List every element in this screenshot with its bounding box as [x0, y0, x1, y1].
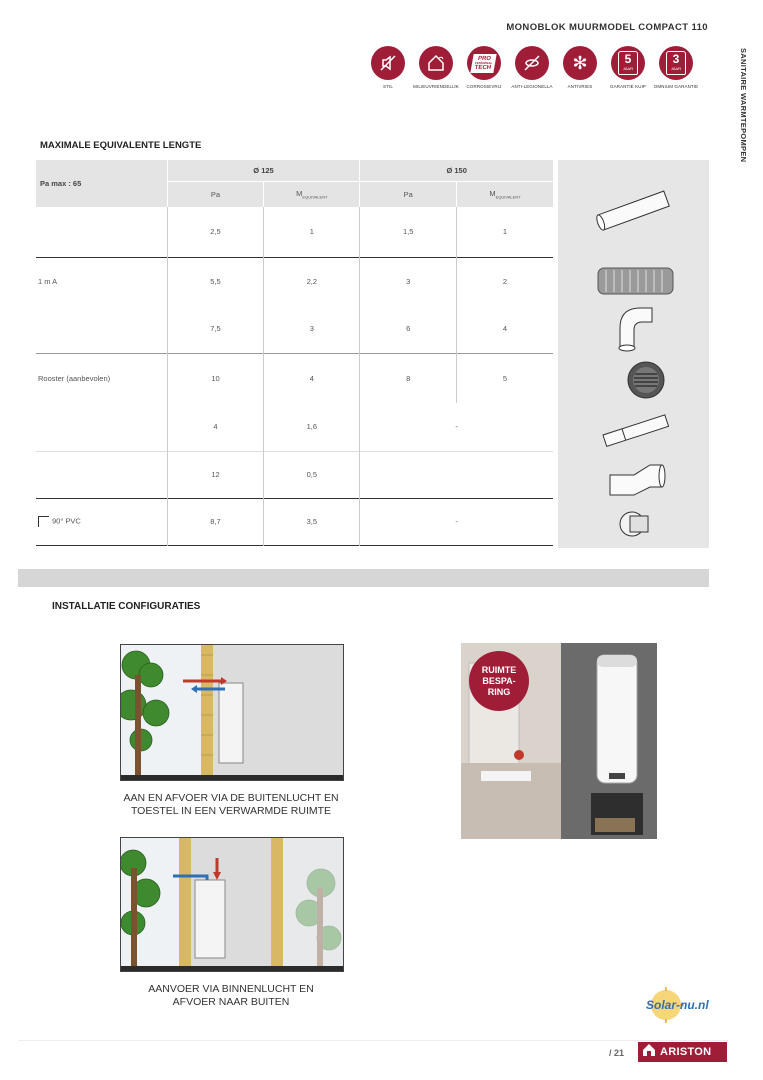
- watermark-logo: Solar-nu.nl: [640, 987, 724, 1023]
- flexible-duct-icon: [598, 268, 673, 294]
- document-title: MONOBLOK MUURMODEL COMPACT 110: [506, 22, 708, 33]
- equivalent-length-table: [36, 160, 553, 546]
- feature-warranty-3: 3 JAAR OMNIUM GARANTIE: [650, 46, 702, 89]
- grille-icon: [628, 362, 664, 398]
- snowflake-icon: ✻: [563, 46, 597, 80]
- caption-config-1: AAN EN AFVOER VIA DE BUITENLUCHT EN TOESTEL IN EEN VERWARMDE RUIMTE: [123, 792, 339, 817]
- duct-illustrations-panel: [558, 160, 709, 548]
- feature-antilegionella: ANTI-LEGIONELLA: [506, 46, 558, 89]
- anti-legionella-icon: [515, 46, 549, 80]
- col-pa-125: Pa: [167, 181, 264, 207]
- table-row: 4 1,6 -: [36, 403, 553, 451]
- footer-divider: [18, 1040, 728, 1041]
- feature-protech: PRO FESSIONAL TECH CORROSIEVRIJ: [458, 46, 510, 89]
- config-diagram-outdoor: [120, 644, 344, 781]
- table-row: 2,5 1 1,5 1: [36, 207, 553, 257]
- house-icon: [642, 1043, 656, 1062]
- table-row: 12 0,5: [36, 451, 553, 498]
- col-m-125: $M_{EQUIVALENT}$: [264, 181, 360, 207]
- warranty-5-icon: 5 JAAR: [611, 46, 645, 80]
- feature-eco: MILIEUVRIENDELIJK: [410, 46, 462, 89]
- feature-silent: STIL: [362, 46, 414, 89]
- config-diagram-indoor: [120, 837, 344, 972]
- install-title: INSTALLATIE CONFIGURATIES: [52, 601, 201, 612]
- feature-warranty-5: 5 JAAR GARANTIE KUIP: [602, 46, 654, 89]
- table-row: 1 m A 5,5 2,2 3 2: [36, 257, 553, 305]
- pvc-elbow-icon: [620, 512, 648, 536]
- feature-icons: [362, 46, 712, 106]
- table-row: Rooster (aanbevolen) 10 4 8 5: [36, 353, 553, 403]
- table-row: 90° PVC 8,7 3,5 -: [36, 498, 553, 545]
- page-number: / 21: [609, 1048, 625, 1058]
- elbow-icon: [619, 308, 652, 351]
- pa-max-cell: Pa max : 65: [36, 160, 167, 207]
- feature-antifreeze: ✻ ANTIVRIES: [554, 46, 606, 89]
- elbow-90-icon: [38, 516, 49, 527]
- col-pa-150: Pa: [360, 181, 457, 207]
- warranty-3-icon: 3 JAAR: [659, 46, 693, 80]
- silent-icon: [371, 46, 405, 80]
- table-title: MAXIMALE EQUIVALENTE LENGTE: [40, 140, 202, 151]
- pro-tech-icon: PRO FESSIONAL TECH: [467, 46, 501, 80]
- side-category-label: SANITAIRE WARMTEPOMPEN: [739, 48, 748, 163]
- table-row: 7,5 3 6 4: [36, 305, 553, 353]
- adapter-icon: [610, 465, 665, 495]
- col-m-150: $M_{EQUIVALENT}$: [489, 189, 521, 200]
- space-saving-badge: RUIMTE BESPA- RING: [469, 651, 529, 711]
- caption-config-2: AANVOER VIA BINNENLUCHT EN AFVOER NAAR BUITEN: [148, 983, 314, 1008]
- straight-pipe-icon: [595, 191, 669, 231]
- rectangular-duct-icon: [603, 415, 669, 446]
- section-divider-band: [18, 569, 709, 587]
- product-photo: [461, 643, 657, 839]
- brand-logo: ARISTON: [638, 1042, 727, 1062]
- eco-house-icon: [419, 46, 453, 80]
- diameter-150-header: Ø 150: [360, 160, 553, 181]
- diameter-125-header: Ø 125: [167, 160, 360, 181]
